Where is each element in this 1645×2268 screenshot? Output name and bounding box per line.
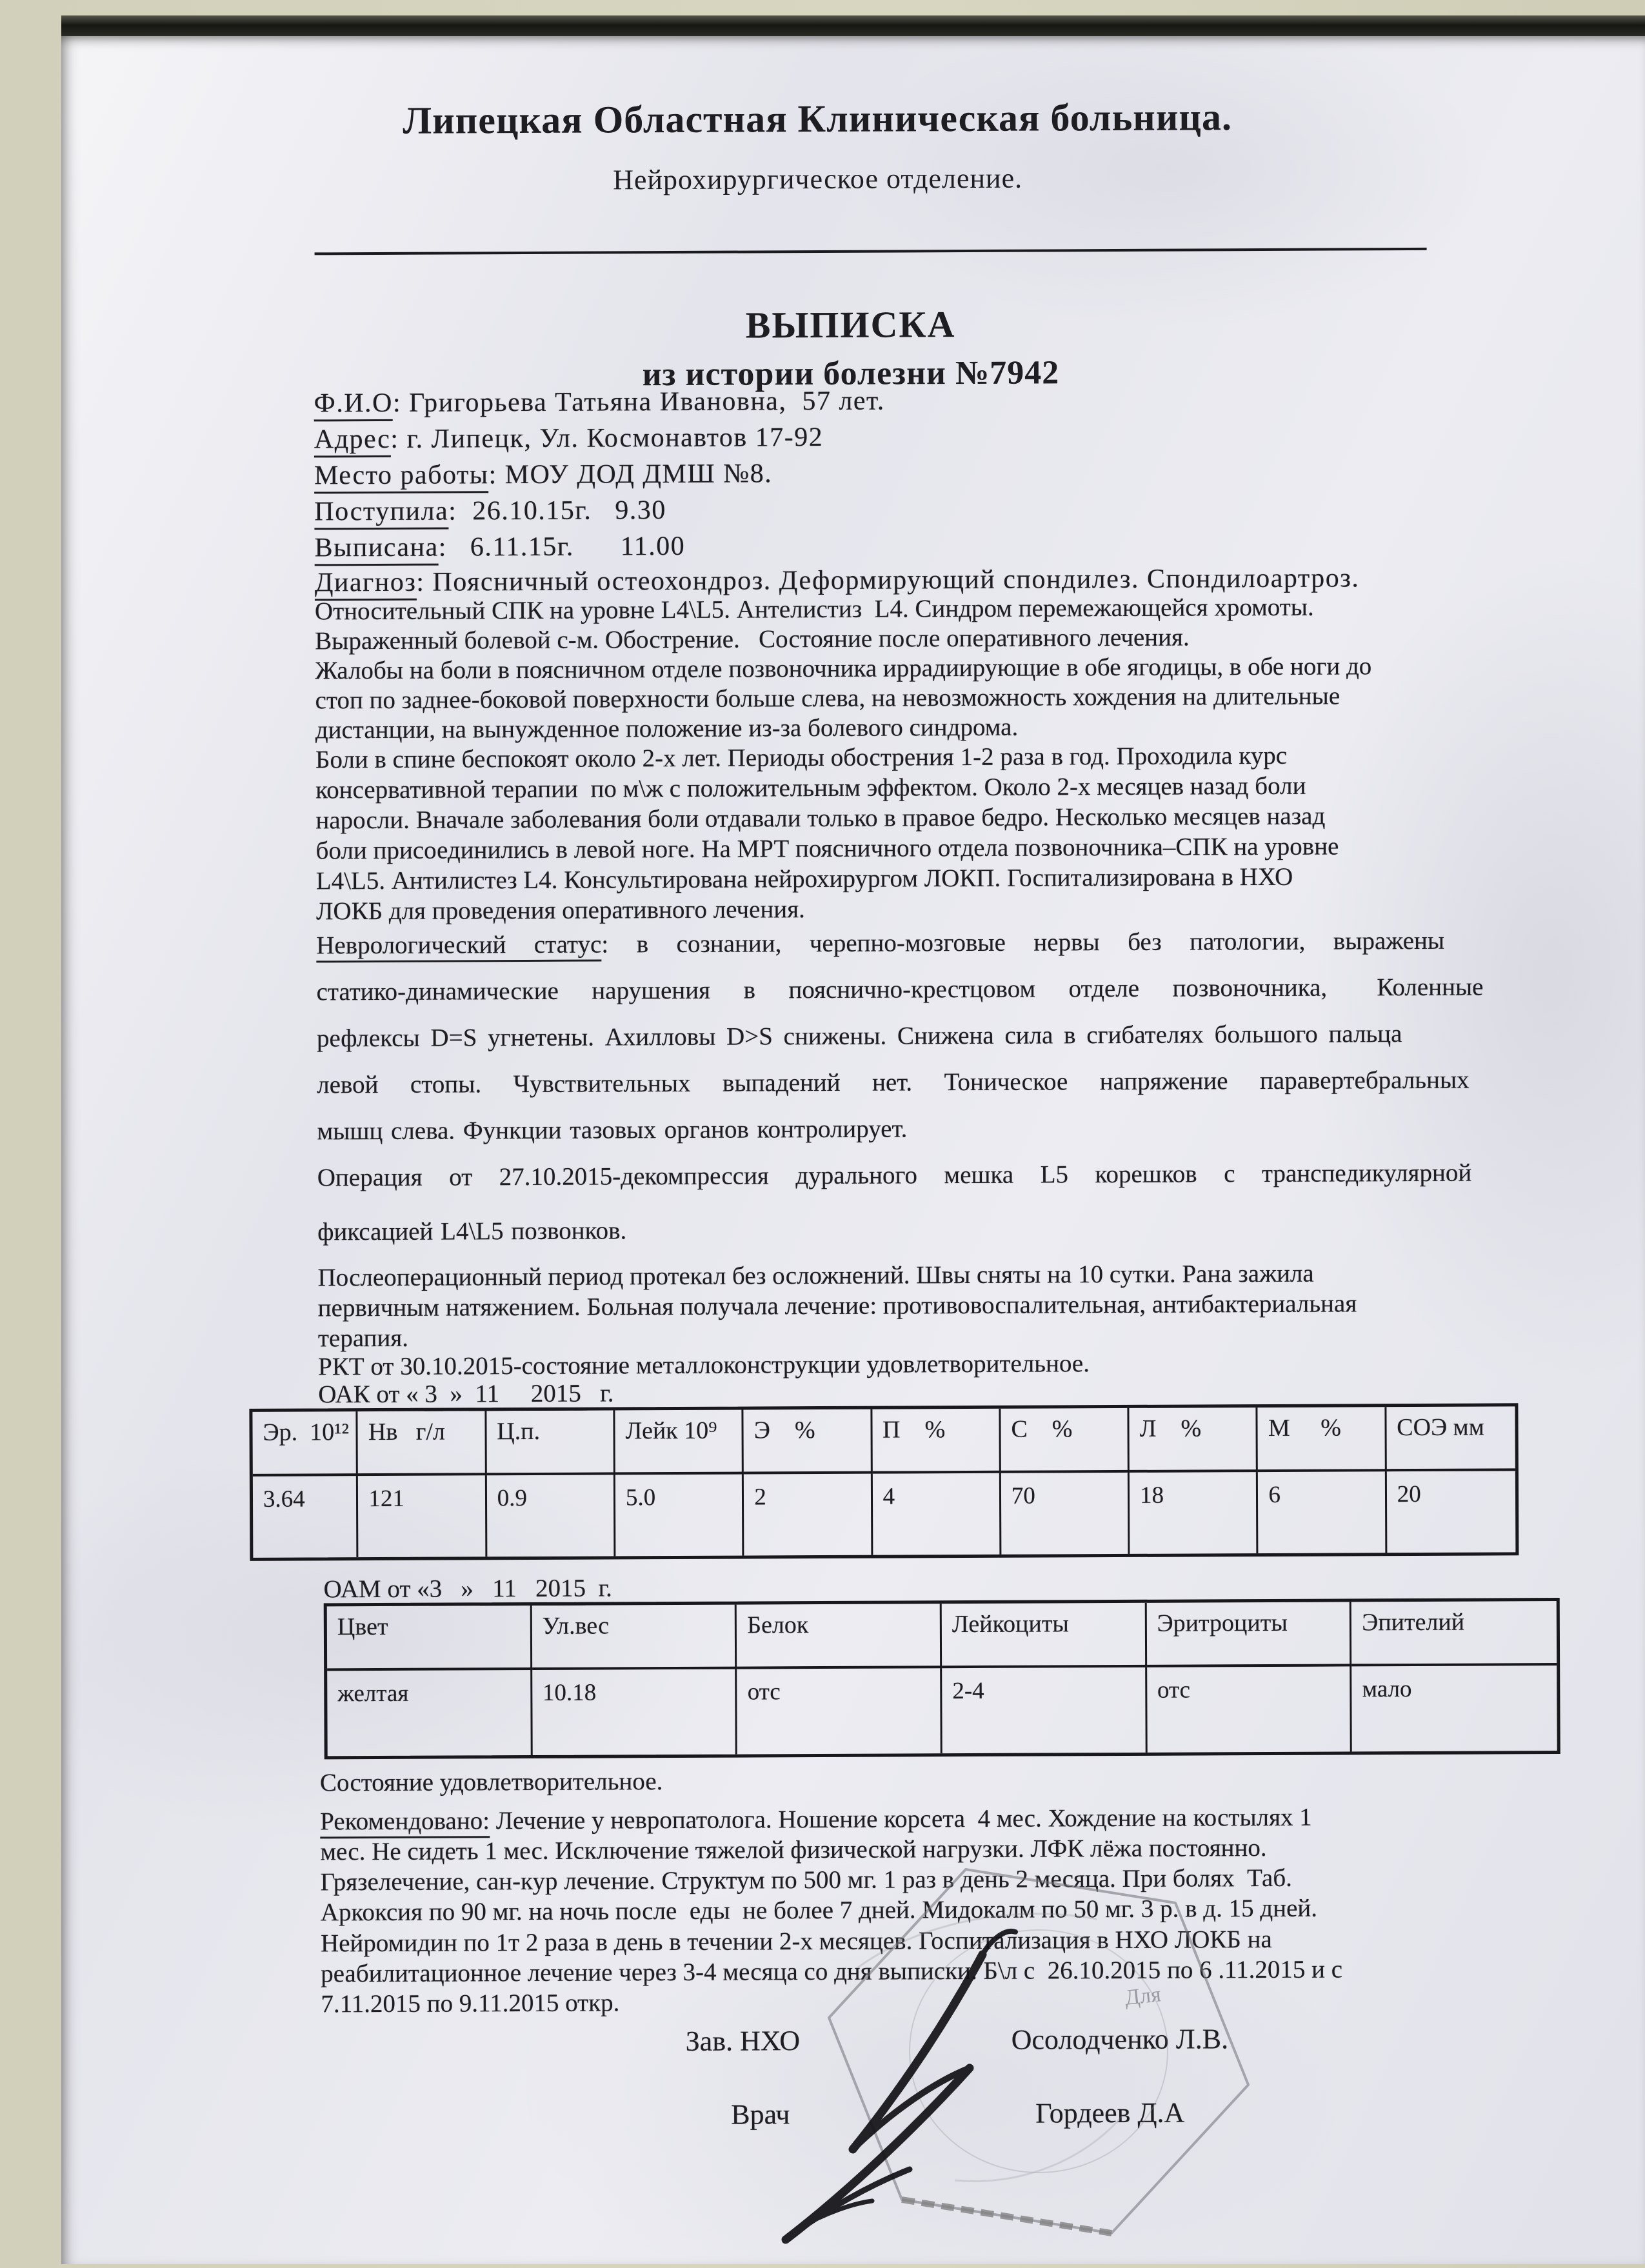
underlined-label: Поступила bbox=[314, 497, 448, 530]
table-value-cell: 0.9 bbox=[487, 1475, 616, 1557]
doc-line bbox=[315, 713, 1019, 745]
text-run: первичным натяжением. Больная получала лечение: противовоспалительная, антибактериальная bbox=[317, 1289, 1357, 1322]
underlined-label: 2015 bbox=[524, 1380, 588, 1411]
text-run: ЛОКБ для проведения оперативного лечения. bbox=[315, 895, 805, 926]
text-run: г. bbox=[585, 1574, 612, 1602]
table-value-cell: 2-4 bbox=[942, 1667, 1147, 1753]
doc-line bbox=[318, 1324, 408, 1353]
text-run: фиксацией L4\L5 позвонков. bbox=[317, 1217, 627, 1246]
table-header-cell: П % bbox=[872, 1409, 1001, 1474]
doc-line bbox=[320, 1767, 663, 1797]
text-run: РКТ от 30.10.2015-состояние металлоконструкции удовлетворительное. bbox=[318, 1349, 1090, 1381]
stamp-text-fragment: Для bbox=[1123, 1982, 1162, 2010]
text-run: Жалобы на боли в поясничном отделе позвоночника иррадиирующие в обе ягодицы, в обе ноги до bbox=[315, 652, 1372, 685]
table-header-cell: Белок bbox=[737, 1604, 942, 1669]
doc-line bbox=[321, 1988, 619, 2018]
text-run: статико-динамические нарушения в пояснично-крестцовом отделе позвоночника, Коленные bbox=[316, 973, 1484, 1006]
text-run bbox=[506, 1380, 524, 1408]
text-run: Грязелечение, сан-кур лечение. Структум по 500 мг. 1 раз в день 2 месяца. При болях Таб. bbox=[320, 1864, 1292, 1896]
table-value-cell: 3.64 bbox=[253, 1476, 359, 1558]
table-header-cell: Л % bbox=[1130, 1408, 1259, 1473]
doc-line bbox=[321, 1894, 1317, 1927]
text-run: » bbox=[443, 1380, 469, 1408]
text-run: ОАК от « bbox=[318, 1380, 425, 1409]
table-value-cell: желтая bbox=[327, 1670, 532, 1756]
text-run: Операция от 27.10.2015-декомпрессия дурального мешка L5 корешков с транспедикулярной bbox=[317, 1159, 1472, 1192]
text-run: : 6.11.15г. 11.00 bbox=[438, 531, 686, 562]
doc-line bbox=[316, 862, 1293, 896]
text-run: » bbox=[454, 1575, 480, 1603]
doc-line bbox=[314, 495, 666, 527]
doc-line bbox=[315, 623, 1190, 656]
table-header-cell: Эр. 10¹² bbox=[252, 1411, 358, 1477]
underlined-label: Адрес bbox=[314, 424, 391, 458]
text-run: рефлексы D=S угнетены. Ахилловы D>S снижены. Снижена сила в сгибателях большого пальца bbox=[316, 1020, 1402, 1053]
table-value-cell: мало bbox=[1362, 1676, 1412, 1703]
underlined-label: 11 bbox=[469, 1380, 506, 1411]
table-value-cell: отс bbox=[1147, 1666, 1352, 1752]
doc-line bbox=[315, 652, 1371, 685]
table-value-cell: 18 bbox=[1130, 1472, 1259, 1554]
doc-line bbox=[314, 531, 685, 564]
doc-line bbox=[320, 1803, 1312, 1836]
doc-line bbox=[316, 973, 1483, 1007]
table-value-cell: отс bbox=[737, 1668, 942, 1754]
table-header-cell: М % bbox=[1258, 1407, 1387, 1472]
table-value-cell: 2 bbox=[744, 1474, 873, 1556]
table-header-cell: Эритроциты bbox=[1146, 1602, 1351, 1667]
table-value-cell: 5.0 bbox=[615, 1475, 744, 1557]
underlined-label: 11 bbox=[480, 1575, 523, 1606]
doc-line bbox=[315, 741, 1287, 775]
text-run: Аркоксия по 90 мг. на ночь после еды не более 7 дней. Мидокалм по 50 мг. 3 р. в д. 15 дней. bbox=[320, 1894, 1318, 1927]
text-run: L4\L5. Антилистез L4. Консультирована нейрохирургом ЛОКП. Госпитализирована в НХО bbox=[315, 862, 1293, 895]
text-run: г. bbox=[587, 1379, 614, 1408]
text-run: консервативной терапии по м\ж с положительным эффектом. Около 2-х месяцев назад боли bbox=[315, 771, 1306, 804]
doc-line bbox=[324, 1573, 612, 1604]
table-header-cell: Эпителий bbox=[1351, 1601, 1557, 1666]
table-header-cell: С % bbox=[1001, 1408, 1130, 1473]
underlined-label: 3 bbox=[430, 1575, 455, 1606]
signature-role-doctor: Врач bbox=[731, 2098, 790, 2131]
case-number-subtitle: из истории болезни №7942 bbox=[642, 354, 1060, 393]
underlined-label: 2015 bbox=[535, 1575, 586, 1606]
doc-line bbox=[314, 386, 884, 419]
doc-line bbox=[316, 895, 805, 926]
text-run: боли присоединились в левой ноге. На МРТ поясничного отдела позвоночника–СПК на уровне bbox=[315, 832, 1339, 865]
table-value-cell: 20 bbox=[1397, 1480, 1421, 1508]
doc-line bbox=[314, 422, 824, 455]
text-run: терапия. bbox=[317, 1324, 409, 1353]
text-run: Состояние удовлетворительное. bbox=[319, 1767, 663, 1797]
text-run: : МОУ ДОД ДМШ №8. bbox=[488, 459, 773, 490]
text-run: Выраженный болевой с-м. Обострение. Состояние после оперативного лечения. bbox=[315, 623, 1190, 655]
underlined-label: Выписана bbox=[314, 533, 438, 566]
text-run: : в сознании, черепно-мозговые нервы без патологии, выражены bbox=[601, 926, 1445, 959]
header-divider bbox=[315, 248, 1427, 255]
text-run: наросли. Вначале заболевания боли отдавали только в правое бедро. Несколько месяцев назад bbox=[315, 802, 1326, 835]
doc-line bbox=[315, 593, 1314, 626]
doc-line bbox=[315, 802, 1325, 835]
hospital-title: Липецкая Областная Клиническая больница. bbox=[403, 95, 1233, 142]
doc-line bbox=[315, 681, 1341, 715]
doc-line bbox=[317, 1216, 626, 1246]
text-run: реабилитационное лечение через 3-4 месяца со дня выписки. Б\л с 26.10.2015 по 6 .11.2015 и с bbox=[321, 1955, 1343, 1988]
table-header-cell: СОЭ мм bbox=[1386, 1406, 1515, 1471]
doc-line bbox=[317, 1114, 907, 1146]
text-run: : г. Липецк, Ул. Космонавтов 17-92 bbox=[390, 422, 824, 454]
urine-test-table bbox=[324, 1598, 1560, 1759]
text-run: Боли в спине беспокоят около 2-х лет. Периоды обострения 1-2 раза в год. Проходила курс bbox=[315, 741, 1288, 774]
table-header-cell: Цвет bbox=[327, 1606, 532, 1671]
document-type-title: ВЫПИСКА bbox=[745, 303, 956, 346]
text-run: стоп по заднее-боковой поверхности больше слева, на невозможность хождения на длительные bbox=[315, 682, 1341, 715]
text-run: мес. Не сидеть 1 мес. Исключение тяжелой физической нагрузки. ЛФК лёжа постоянно. bbox=[320, 1834, 1267, 1866]
signature-name-head: Осолодченко Л.В. bbox=[1011, 2023, 1229, 2056]
text-run: дистанции, на вынужденное положение из-за болевого синдрома. bbox=[315, 713, 1019, 744]
underlined-label: 3 bbox=[424, 1380, 443, 1411]
text-run: : 26.10.15г. 9.30 bbox=[448, 495, 666, 526]
text-run bbox=[523, 1575, 535, 1602]
table-header-cell: Ул.вес bbox=[532, 1605, 737, 1670]
doc-line bbox=[321, 1864, 1292, 1897]
table-value-cell: 6 bbox=[1258, 1471, 1387, 1553]
text-run: Относительный СПК на уровне L4\L5. Антелистиз L4. Синдром перемежающейся хромоты. bbox=[314, 593, 1314, 626]
doc-line bbox=[317, 1066, 1470, 1100]
department-subtitle: Нейрохирургическое отделение. bbox=[613, 162, 1023, 196]
table-header-cell: Ц.п. bbox=[486, 1410, 615, 1475]
table-header-cell: Лейк 10⁹ bbox=[615, 1410, 744, 1475]
doc-line bbox=[317, 1259, 1313, 1293]
underlined-label: Неврологический статус bbox=[316, 930, 601, 962]
text-run: Нейромидин по 1т 2 раза в день в течении 2-х месяцев. Госпитализация в НХО ЛОКБ на bbox=[320, 1925, 1272, 1958]
text-run: : Григорьева Татьяна Ивановна, 57 лет. bbox=[392, 386, 885, 418]
table-value-cell: 121 bbox=[358, 1475, 487, 1557]
text-run: 7.11.2015 по 9.11.2015 откр. bbox=[321, 1989, 620, 2018]
doc-line bbox=[318, 1289, 1357, 1322]
table-header-cell: Э % bbox=[744, 1409, 873, 1475]
doc-line bbox=[317, 1159, 1472, 1193]
table-header-cell: Лейкоциты bbox=[942, 1603, 1147, 1668]
doc-line bbox=[315, 771, 1306, 805]
text-run: : Поясничный остеохондроз. Деформирующий спондилез. Спондилоартроз. bbox=[416, 563, 1360, 597]
blood-test-table bbox=[249, 1403, 1519, 1561]
signature-role-head: Зав. НХО bbox=[685, 2025, 801, 2057]
doc-line bbox=[318, 1378, 613, 1409]
table-header-cell: Нв г/л bbox=[358, 1411, 487, 1476]
underlined-label: Место работы bbox=[314, 460, 489, 493]
table-value-cell: 70 bbox=[1001, 1473, 1130, 1555]
text-run: мышц слева. Функции тазовых органов контролирует. bbox=[317, 1115, 908, 1146]
signature-name-doctor: Гордеев Д.А bbox=[1035, 2096, 1185, 2129]
text-run: ОАМ от « bbox=[323, 1575, 430, 1604]
text-run: Лечение у невропатолога. Ношение корсета 4 мес. Хождение на костылях 1 bbox=[489, 1803, 1312, 1835]
doc-line bbox=[314, 458, 772, 491]
underlined-label: Ф.И.О bbox=[314, 388, 393, 422]
table-value-cell: 10.18 bbox=[532, 1669, 737, 1755]
doc-line bbox=[317, 1019, 1402, 1053]
table-value-cell: 4 bbox=[872, 1473, 1001, 1555]
underlined-label: Диагноз bbox=[315, 568, 417, 601]
doc-line bbox=[321, 1925, 1272, 1958]
text-run: Послеоперационный период протекал без осложнений. Швы сняты на 10 сутки. Рана зажила bbox=[317, 1259, 1314, 1292]
text-run: левой стопы. Чувствительных выпадений нет. Тоническое напряжение паравертебральных bbox=[317, 1066, 1470, 1099]
doc-line bbox=[316, 832, 1339, 866]
doc-line bbox=[316, 926, 1444, 960]
doc-line bbox=[318, 1349, 1090, 1381]
underlined-label: Рекомендовано: bbox=[320, 1807, 490, 1838]
doc-line bbox=[320, 1833, 1266, 1866]
doc-line bbox=[321, 1955, 1342, 1988]
